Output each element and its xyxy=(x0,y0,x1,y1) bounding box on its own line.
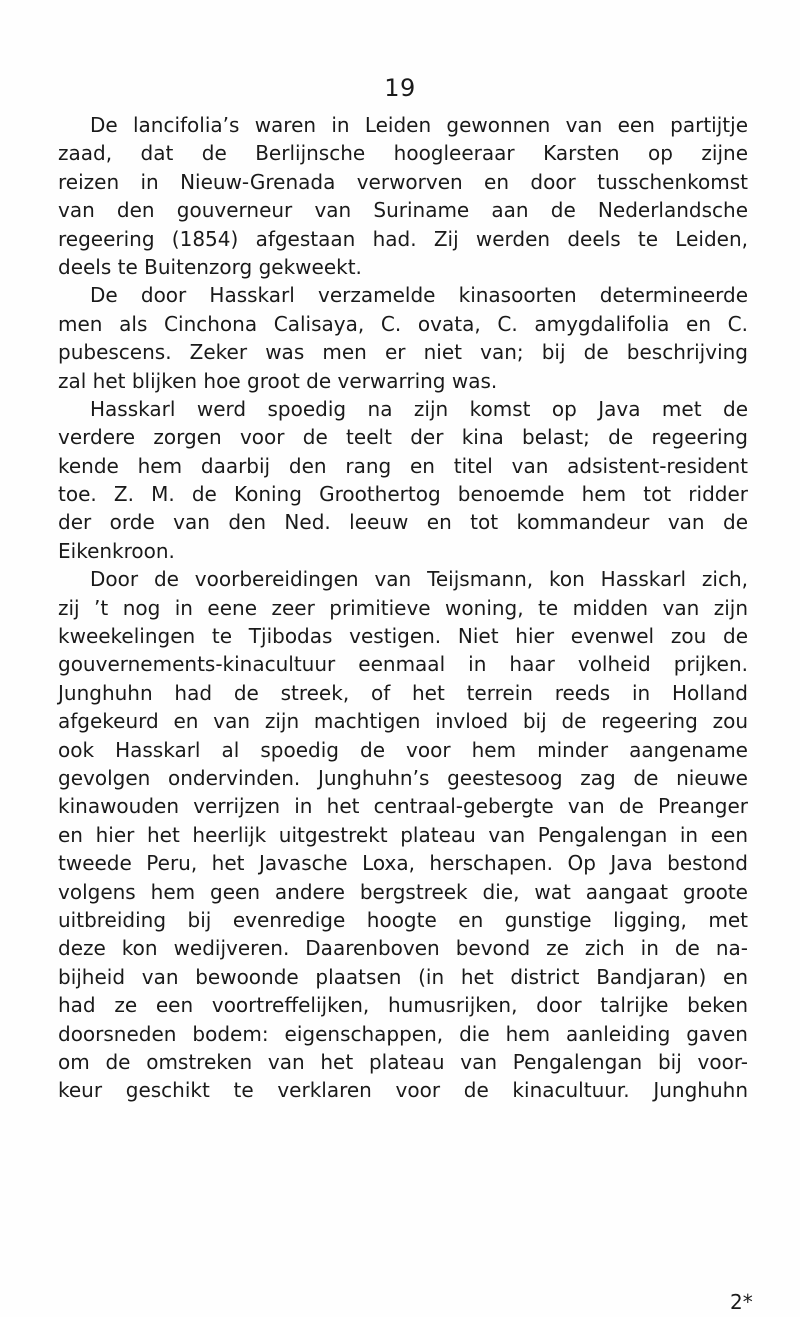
text-line: gouvernements-kinacultuur eenmaal in haar volheid prijken. xyxy=(58,652,748,677)
text-line: Eikenkroon. xyxy=(58,538,175,563)
text-line: om de omstreken van het plateau van Pengalengan bij voor- xyxy=(58,1049,748,1074)
text-line: doorsneden bodem: eigenschappen, die hem aanleiding gaven xyxy=(58,1021,748,1046)
text-line: bijheid van bewoonde plaatsen (in het district Bandjaran) en xyxy=(58,964,748,989)
text-line: deels te Buitenzorg gekweekt. xyxy=(58,254,362,279)
text-line: men als Cinchona Calisaya, C. ovata, C. amygdalifolia en C. xyxy=(58,311,748,336)
text-line: kweekelingen te Tjibodas vestigen. Niet hier evenwel zou de xyxy=(58,624,748,649)
text-line: van den gouverneur van Suriname aan de Nederlandsche xyxy=(58,198,748,223)
body-text xyxy=(58,111,748,1105)
text-line: volgens hem geen andere bergstreek die, wat aangaat groote xyxy=(58,879,748,904)
text-line: gevolgen ondervinden. Junghuhn’s geestesoog zag de nieuwe xyxy=(58,765,748,790)
text-line: pubescens. Zeker was men er niet van; bij de beschrijving xyxy=(58,340,748,365)
text-line: regeering (1854) afgestaan had. Zij werden deels te Leiden, xyxy=(58,226,748,251)
text-line: Junghuhn had de streek, of het terrein reeds in Holland xyxy=(58,680,748,705)
text-line: zal het blijken hoe groot de verwarring was. xyxy=(58,368,498,393)
text-line: toe. Z. M. de Koning Groothertog benoemde hem tot ridder xyxy=(58,482,748,507)
text-line: uitbreiding bij evenredige hoogte en gunstige ligging, met xyxy=(58,907,748,932)
printer-signature-mark: 2* xyxy=(730,1290,753,1314)
text-line: De lancifolia’s waren in Leiden gewonnen van een partijtje xyxy=(90,113,748,137)
text-line: tweede Peru, het Javasche Loxa, herschapen. Op Java bestond xyxy=(58,851,748,876)
text-line: Hasskarl werd spoedig na zijn komst op Java met de xyxy=(90,396,748,421)
text-line: en hier het heerlijk uitgestrekt plateau van Pengalengan in een xyxy=(58,822,748,847)
text-line: keur geschikt te verklaren voor de kinacultuur. Junghuhn xyxy=(58,1078,748,1103)
text-line: kinawouden verrijzen in het centraal-gebergte van de Preanger xyxy=(58,794,748,819)
text-line: zaad, dat de Berlijnsche hoogleeraar Karsten op zijne xyxy=(58,141,748,166)
text-line: der orde van den Ned. leeuw en tot kommandeur van de xyxy=(58,510,748,535)
text-line: afgekeurd en van zijn machtigen invloed bij de regeering zou xyxy=(58,709,748,734)
text-line: ook Hasskarl al spoedig de voor hem minder aangename xyxy=(58,737,748,762)
text-line: zij ’t nog in eene zeer primitieve woning, te midden van zijn xyxy=(58,595,748,620)
page-number: 19 xyxy=(384,74,416,102)
text-line: De door Hasskarl verzamelde kinasoorten determineerde xyxy=(90,283,748,308)
text-line: verdere zorgen voor de teelt der kina belast; de regeering xyxy=(58,425,748,450)
text-line: reizen in Nieuw-Grenada verworven en door tusschenkomst xyxy=(58,169,748,194)
text-line: deze kon wedijveren. Daarenboven bevond ze zich in de na- xyxy=(58,936,748,961)
text-line: had ze een voortreffelijken, humusrijken, door talrijke beken xyxy=(58,993,748,1018)
text-line: kende hem daarbij den rang en titel van adsistent-resident xyxy=(58,453,748,478)
text-line: Door de voorbereidingen van Teijsmann, kon Hasskarl zich, xyxy=(90,567,748,592)
